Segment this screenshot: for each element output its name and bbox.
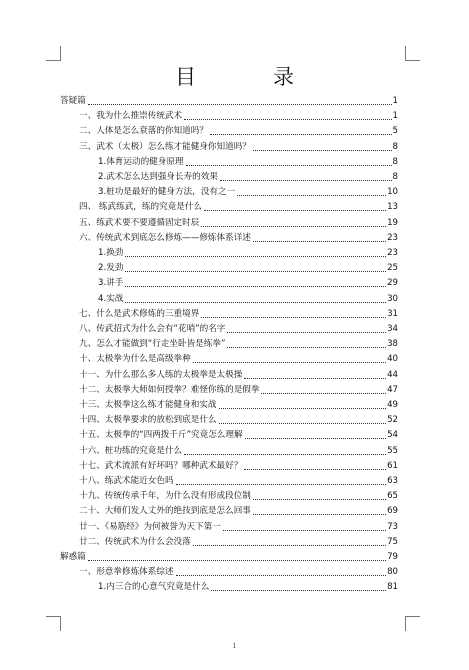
toc-entry-title: 九、怎么才能做到“行走坐卧皆是练拳”	[79, 339, 226, 350]
toc-entry-title: 1.内三合的心意气究竟是什么	[98, 582, 210, 593]
toc-entry-title: 3.桩功是最好的健身方法，没有之一	[98, 187, 236, 198]
toc-entry-title: 十九、传统传承千年，为什么没有形成段位制	[79, 491, 251, 502]
toc-entry-title: 3.讲手	[98, 278, 124, 289]
toc-entry-title: 答疑篇	[60, 96, 86, 106]
toc-entry-page: 44	[387, 369, 398, 380]
toc-entry[interactable]	[79, 199, 398, 213]
toc-leader-dots	[219, 423, 387, 424]
toc-entry[interactable]	[98, 184, 398, 198]
toc-entry[interactable]	[79, 367, 398, 381]
toc-entry[interactable]	[79, 321, 398, 335]
toc-entry[interactable]	[79, 139, 398, 153]
page-number: 1	[232, 641, 237, 650]
toc-leader-dots	[227, 332, 386, 333]
toc-entry-page: 13	[387, 202, 398, 213]
toc-entry-page: 19	[387, 217, 398, 228]
toc-entry[interactable]	[79, 382, 398, 396]
toc-entry-title: 十二、太极拳大师如何授拳？难怪你练的是假拳	[79, 384, 260, 395]
toc-entry[interactable]	[79, 412, 398, 426]
toc-leader-dots	[237, 195, 386, 196]
toc-leader-dots	[88, 560, 386, 561]
toc-entry-title: 十四、太极拳要求的放松到底是什么	[79, 415, 217, 426]
toc-leader-dots	[186, 165, 392, 166]
crop-mark-bottom-right	[405, 616, 420, 631]
toc-entry-page: 61	[387, 460, 398, 471]
toc-leader-dots	[193, 545, 386, 546]
toc-entry-page: 34	[387, 324, 398, 334]
toc-entry-title: 廿一、《易筋经》为何被誉为天下第一	[79, 521, 221, 532]
toc-entry-title: 三、武术（太极）怎么练才能健身你知道吗？	[79, 141, 251, 152]
toc-leader-dots	[201, 317, 386, 318]
toc-entry-title: 1.换劲	[98, 248, 124, 258]
toc-leader-dots	[125, 256, 386, 257]
toc-entry[interactable]	[98, 260, 398, 274]
toc-entry-page: 8	[392, 141, 398, 152]
toc-entry-title: 七、什么是武术修炼的三重境界	[79, 308, 200, 319]
toc-leader-dots	[210, 134, 392, 135]
toc-leader-dots	[125, 271, 386, 272]
toc-leader-dots	[244, 378, 386, 379]
toc-entry-title: 二十、大师们发人丈外的绝技到底是怎么回事	[79, 506, 251, 517]
toc-entry[interactable]	[98, 291, 398, 305]
toc-leader-dots	[253, 241, 386, 242]
toc-entry[interactable]	[60, 549, 398, 563]
toc-entry-title: 一、形意拳修炼体系综述	[79, 567, 174, 578]
toc-entry-page: 40	[387, 354, 398, 365]
toc-entry-page: 30	[387, 293, 398, 304]
toc-entry-page: 47	[387, 384, 398, 395]
toc-entry-page: 75	[387, 536, 398, 547]
toc-entry-page: 69	[387, 506, 398, 517]
toc-leader-dots	[125, 286, 386, 287]
toc-entry-page: 80	[387, 567, 398, 578]
toc-leader-dots	[204, 210, 386, 211]
toc-leader-dots	[244, 469, 386, 470]
toc-entry-page: 65	[387, 491, 398, 502]
toc-entry-page: 63	[387, 476, 398, 486]
toc-entry[interactable]	[98, 169, 398, 183]
toc-entry[interactable]	[98, 245, 398, 259]
toc-leader-dots	[253, 499, 386, 500]
toc-entry-page: 23	[387, 232, 398, 243]
toc-entry-page: 1	[392, 111, 398, 122]
toc-entry[interactable]	[79, 488, 398, 502]
toc-entry-page: 49	[387, 400, 398, 410]
toc-leader-dots	[176, 484, 387, 485]
toc-entry[interactable]	[79, 519, 398, 533]
toc-entry[interactable]	[98, 579, 398, 593]
toc-entry-page: 54	[387, 430, 398, 441]
toc-entry-title: 六、传统武术到底怎么修炼——修炼体系详述	[79, 232, 251, 243]
toc-leader-dots	[223, 530, 386, 531]
toc-entry-title: 五、练武术要不要遵循固定时辰	[79, 217, 200, 228]
toc-leader-dots	[176, 575, 387, 576]
toc-leader-dots	[253, 514, 386, 515]
toc-entry-title: 十五、太极拳的“四两拨千斤”究竟怎么理解	[79, 430, 243, 441]
toc-entry-page: 23	[387, 248, 398, 258]
toc-entry-title: 二、人体是怎么衰落的你知道吗？	[79, 126, 208, 137]
toc-leader-dots	[220, 180, 392, 181]
toc-leader-dots	[211, 590, 386, 591]
crop-mark-bottom-left	[46, 616, 61, 631]
toc-entry[interactable]	[79, 473, 398, 487]
toc-entry-page: 10	[387, 187, 398, 198]
toc-entry[interactable]	[79, 351, 398, 365]
toc-leader-dots	[88, 104, 392, 105]
toc-entry[interactable]	[79, 215, 398, 229]
toc-entry-title: 2.武术怎么达到强身长寿的效果	[98, 172, 218, 182]
toc-leader-dots	[184, 454, 386, 455]
toc-leader-dots	[219, 408, 387, 409]
toc-entry-title: 十八、练武术能近女色吗	[79, 476, 174, 486]
toc-entry-title: 八、传武招式为什么会有“花哨”的名字	[79, 324, 226, 334]
toc-leader-dots	[261, 393, 386, 394]
toc-title: 目 录	[175, 65, 322, 89]
toc-entry-title: 廿二、传统武术为什么会没落	[79, 536, 191, 547]
toc-entry[interactable]	[79, 443, 398, 457]
toc-entry-page: 1	[392, 96, 398, 106]
toc-entry-page: 29	[387, 278, 398, 289]
toc-entry-page: 38	[387, 339, 398, 350]
toc-leader-dots	[125, 302, 386, 303]
crop-mark-top-right	[405, 46, 420, 61]
toc-entry[interactable]	[79, 397, 398, 411]
toc-entry[interactable]	[98, 275, 398, 289]
toc-entry-title: 十七、武术流派有好坏吗？哪种武术最好？	[79, 460, 243, 471]
toc-entry[interactable]	[60, 93, 398, 107]
toc-entry-title: 十六、桩功练的究竟是什么	[79, 445, 183, 456]
toc-leader-dots	[227, 347, 386, 348]
toc-entry-title: 十一、为什么那么多人练的太极拳是太极操	[79, 369, 243, 380]
toc-leader-dots	[184, 119, 391, 120]
toc-leader-dots	[253, 150, 392, 151]
toc-entry[interactable]	[79, 108, 398, 122]
toc-entry[interactable]	[79, 123, 398, 137]
toc-entry-page: 8	[392, 156, 398, 167]
toc-entry[interactable]	[98, 154, 398, 168]
toc-entry-title: 4.实战	[98, 293, 124, 304]
toc-leader-dots	[201, 226, 386, 227]
toc-entry-page: 55	[387, 445, 398, 456]
crop-mark-top-left	[46, 46, 61, 61]
toc-leader-dots	[193, 362, 386, 363]
toc-entry-page: 79	[387, 552, 398, 562]
toc-entry-title: 2.发劲	[98, 263, 124, 274]
toc-entry-page: 81	[387, 582, 398, 593]
toc-entry[interactable]	[79, 564, 398, 578]
toc-entry[interactable]	[79, 427, 398, 441]
toc-leader-dots	[245, 438, 386, 439]
toc-entry-page: 73	[387, 521, 398, 532]
toc-entry[interactable]	[79, 534, 398, 548]
toc-entry-page: 8	[392, 172, 398, 182]
toc-entry-title: 解惑篇	[60, 552, 86, 562]
toc-entry[interactable]	[79, 336, 398, 350]
toc-entry[interactable]	[79, 503, 398, 517]
toc-entry-title: 十三、太极拳这么练才能健身和实战	[79, 400, 217, 410]
toc-entry-page: 31	[387, 308, 398, 319]
toc-entry-title: 1.体育运动的健身原理	[98, 156, 184, 167]
toc-entry[interactable]	[79, 306, 398, 320]
toc-entry-title: 四、 练武练武，练的究竟是什么	[79, 202, 203, 213]
toc-entry-page: 5	[392, 126, 398, 137]
toc-entry-page: 52	[387, 415, 398, 426]
toc-entry[interactable]	[79, 230, 398, 244]
toc-entry[interactable]	[79, 458, 398, 472]
toc-entry-page: 25	[387, 263, 398, 274]
toc-entry-title: 一、我为什么推崇传统武术	[79, 111, 183, 122]
toc-entry-title: 十、太极拳为什么是高级拳种	[79, 354, 191, 365]
